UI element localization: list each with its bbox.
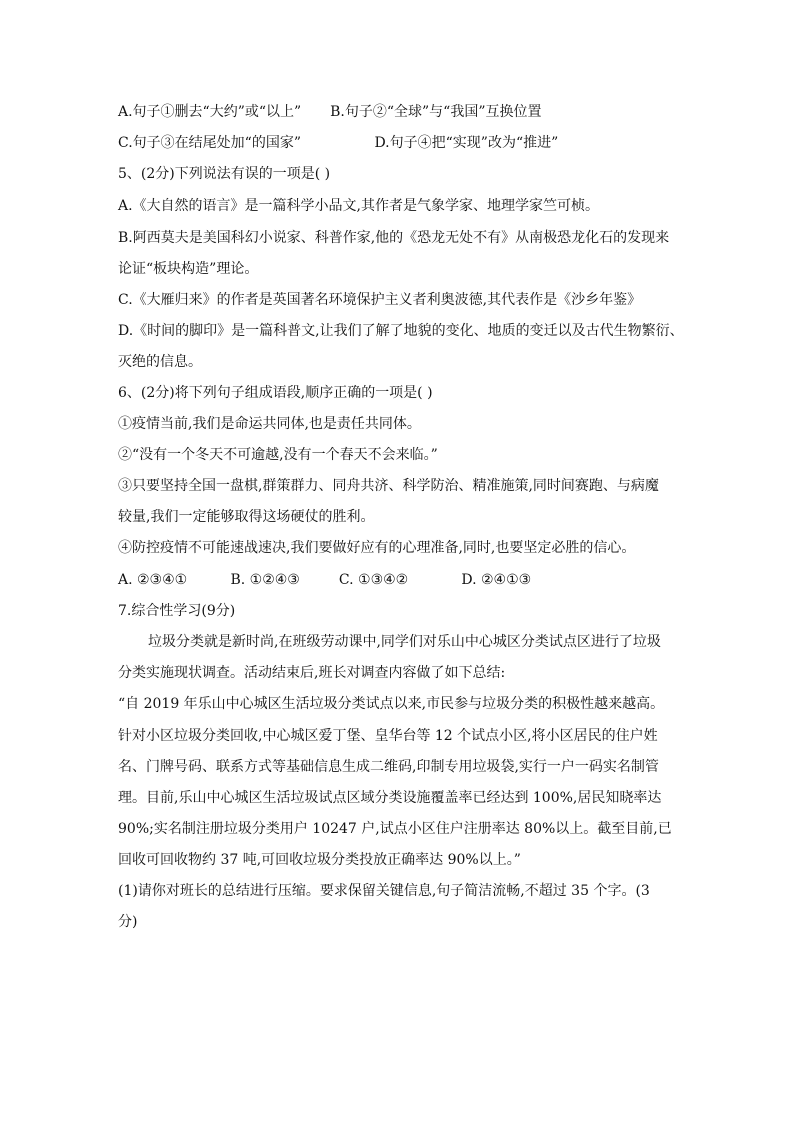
q7-quote-line6: 回收可回收物约 37 吨,可回收垃圾分类投放正确率达 90%以上。” xyxy=(118,852,521,868)
q5-option-c: C.《大雁归来》的作者是英国著名环境保护主义者利奥波德,其代表作是《沙乡年鉴》 xyxy=(118,292,642,308)
q5-option-d-line1: D.《时间的脚印》是一篇科普文,让我们了解了地貌的变化、地质的变迁以及古代生物繁衍、 xyxy=(118,323,684,339)
q6-option-a: A. ②③④① xyxy=(118,572,188,588)
q5-option-d-line2: 灭绝的信息。 xyxy=(118,354,202,370)
q5-option-b-line2: 论证“板块构造”理论。 xyxy=(118,261,259,277)
q7-intro-line1: 垃圾分类就是新时尚,在班级劳动课中,同学们对乐山中心城区分类试点区进行了垃圾 xyxy=(148,634,661,650)
q6-sentence-3-line2: 较量,我们一定能够取得这场硬仗的胜利。 xyxy=(118,509,375,525)
q7-title: 7.综合性学习(9分) xyxy=(118,603,236,619)
q7-subquestion-1-line2: 分) xyxy=(118,914,138,930)
q4-options-row-2 xyxy=(118,133,558,153)
q6-stem: 6、(2分)将下列句子组成语段,顺序正确的一项是( ) xyxy=(118,385,433,401)
q7-intro-line2: 分类实施现状调查。活动结束后,班长对调查内容做了如下总结: xyxy=(118,665,506,681)
q5-option-a: A.《大自然的语言》是一篇科学小品文,其作者是气象学家、地理学家竺可桢。 xyxy=(118,198,600,214)
q6-sentence-1: ①疫情当前,我们是命运共同体,也是责任共同体。 xyxy=(118,416,421,432)
q6-sentence-3-line1: ③只要坚持全国一盘棋,群策群力、同舟共济、科学防治、精准施策,同时间赛跑、与病魔 xyxy=(118,478,659,494)
q6-option-c: C. ①③④② xyxy=(338,572,409,588)
q4-option-c: C.句子③在结尾处加“的国家” xyxy=(118,135,301,151)
q5-stem: 5、(2分)下列说法有误的一项是( ) xyxy=(118,166,331,182)
q6-options-row xyxy=(118,570,531,590)
q6-sentence-2: ②“没有一个冬天不可逾越,没有一个春天不会来临。” xyxy=(118,447,438,463)
q6-sentence-4: ④防控疫情不可能速战速决,我们要做好应有的心理准备,同时,也要坚定必胜的信心。 xyxy=(118,540,636,556)
q4-option-d: D.句子④把“实现”改为“推进” xyxy=(374,135,559,151)
q7-quote-line4: 理。目前,乐山中心城区生活垃圾试点区域分类设施覆盖率已经达到 100%,居民知晓率达 xyxy=(118,790,662,806)
q6-option-b: B. ①②④③ xyxy=(230,572,300,588)
q6-option-d: D. ②④①③ xyxy=(461,572,532,588)
q4-option-a: A.句子①删去“大约”或“以上” xyxy=(118,104,302,120)
q5-option-b-line1: B.阿西莫夫是美国科幻小说家、科普作家,他的《恐龙无处不有》从南极恐龙化石的发现来 xyxy=(118,230,670,246)
q7-subquestion-1-line1: (1)请你对班长的总结进行压缩。要求保留关键信息,句子简洁流畅,不超过 35 个字。(3 xyxy=(118,883,650,899)
q7-quote-line2: 针对小区垃圾分类回收,中心城区爱丁堡、皇华台等 12 个试点小区,将小区居民的住户姓 xyxy=(118,728,658,744)
q7-quote-line3: 名、门牌号码、联系方式等基础信息生成二维码,印制专用垃圾袋,实行一户一码实名制管 xyxy=(118,759,659,775)
q7-quote-line1: “自 2019 年乐山中心城区生活垃圾分类试点以来,市民参与垃圾分类的积极性越来越高。 xyxy=(118,696,665,712)
q4-options-row-1 xyxy=(118,102,541,122)
q4-option-b: B.句子②“全球”与“我国”互换位置 xyxy=(330,104,542,120)
q7-quote-line5: 90%;实名制注册垃圾分类用户 10247 户,试点小区住户注册率达 80%以上。截至目前,已 xyxy=(118,821,672,837)
